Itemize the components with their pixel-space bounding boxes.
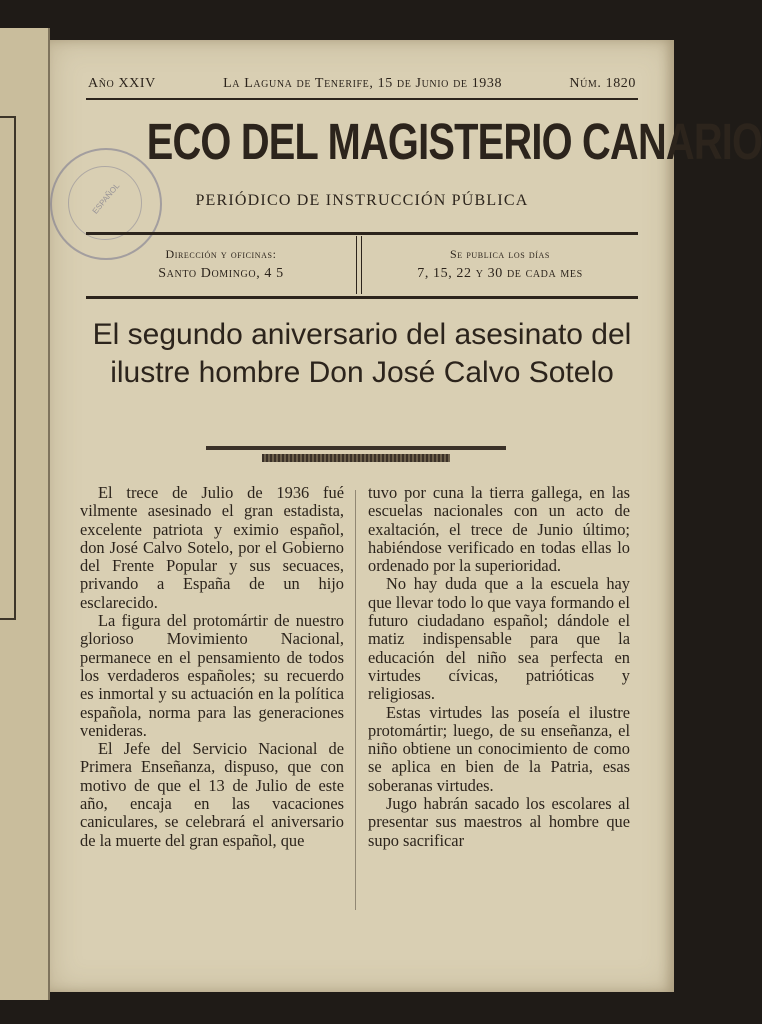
paragraph: El trece de Julio de 1936 fué vilmente asesinado el gran estadista, excelente patriota y eximio español, don José Calvo Sotelo, por el Gobierno del Frente Popular y sus secuaces, privando a España de un hijo esclarecido. — [80, 483, 344, 612]
newspaper-page — [50, 40, 762, 992]
publication-info — [362, 244, 638, 284]
issue-year: Año XXIV — [88, 76, 156, 91]
paragraph: No hay duda que a la escuela hay que llevar todo lo que vaya formando el futuro ciudadano español; dándole el matiz indispensable para que la educación del niño sea perfecta en virtudes cívicas, patrióticas y religiosas. — [368, 574, 630, 704]
adjacent-page-frame — [0, 116, 16, 620]
header-rule — [86, 98, 638, 100]
info-rule-bottom — [86, 296, 638, 299]
article-column-2 — [368, 484, 630, 850]
title-ornament-rule — [206, 446, 506, 450]
paragraph: El Jefe del Servicio Nacional de Primera Enseñanza, dispuso, que con motivo de que el 13 de Julio de este año, encaja en las vacaciones caniculares, se celebrará el aniversario de la muerte del gran español, que — [80, 739, 344, 850]
paragraph: Jugo habrán sacado los escolares al presentar sus maestros al hombre que supo sacrificar — [368, 794, 630, 850]
title-ornament-pattern — [262, 454, 450, 462]
column-separator — [355, 490, 356, 910]
paragraph-continuation: tuvo por cuna la tierra gallega, en las escuelas nacionales con un acto de exaltación, el trece de Junio último; habiéndose verificado en todas ellas lo ordenado por la superioridad. — [368, 483, 630, 576]
masthead-title: ECO DEL MAGISTERIO CANARIO — [146, 113, 762, 170]
adjacent-page-edge — [0, 28, 50, 1000]
issue-number: Núm. 1820 — [569, 76, 636, 91]
office-address: Santo Domingo, 4 5 — [158, 266, 284, 281]
office-label: Dirección y oficinas: — [165, 247, 277, 261]
publication-label: Se publica los días — [450, 247, 550, 261]
library-stamp: ESPAÑOL — [50, 148, 162, 260]
publication-days: 7, 15, 22 y 30 de cada mes — [417, 266, 583, 281]
masthead-subtitle: PERIÓDICO DE INSTRUCCIÓN PÚBLICA — [195, 192, 529, 209]
place-date: La Laguna de Tenerife, 15 de Junio de 1938 — [223, 76, 503, 91]
paragraph: Estas virtudes las poseía el ilustre protomártir; luego, de su enseñanza, el niño obtiene un conocimiento de como se aplica en bien de la Patria, esas soberanas virtudes. — [368, 702, 630, 795]
office-info — [86, 244, 356, 284]
header-row — [88, 76, 636, 92]
paragraph: La figura del protomártir de nuestro glorioso Movimiento Nacional, permanece en el pensamiento de todos los verdaderos españoles; su recuerdo es inmortal y su actuación en la política española, norma para las generaciones venideras. — [80, 611, 344, 740]
article-title: El segundo aniversario del asesinato del ilustre hombre Don José Calvo Sotelo — [92, 318, 632, 389]
info-rule-top — [86, 232, 638, 235]
article-column-1 — [80, 484, 344, 850]
